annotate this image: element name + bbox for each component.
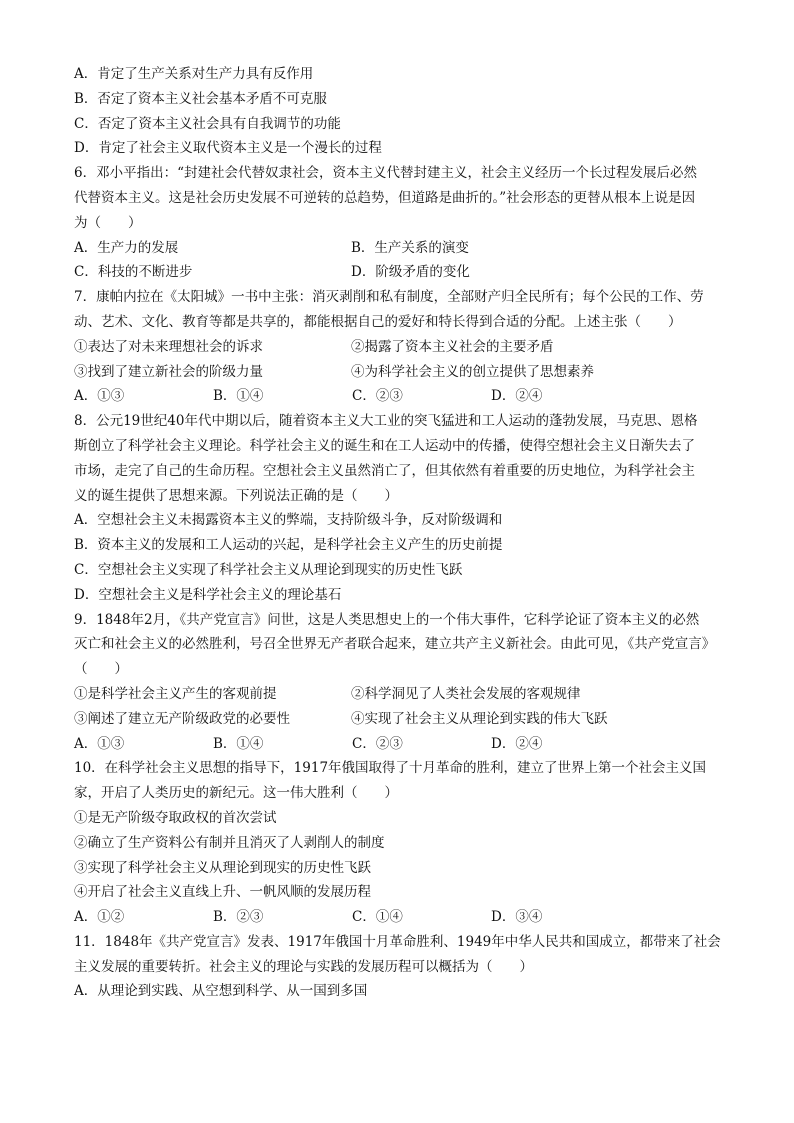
option-b: B．否定了资本主义社会基本矛盾不可克服 (74, 90, 327, 107)
statement-2: ②科学洞见了人类社会发展的客观规律 (351, 685, 581, 702)
statement-2: ②揭露了资本主义社会的主要矛盾 (351, 338, 554, 355)
question-text-line: 动、艺术、文化、教育等都是共享的，都能根据自己的爱好和特长得到合适的分配。上述主张（ ） (74, 313, 682, 330)
option-c: C．空想社会主义实现了科学社会主义从理论到现实的历史性飞跃 (74, 561, 463, 578)
question-text-line: 7．康帕内拉在《太阳城》一书中主张：消灭剥削和私有制度，全部财产归全民所有；每个公民的工作、劳 (74, 289, 704, 306)
option-b: B．①④ (213, 388, 264, 405)
question-text-line: 6．邓小平指出：“封建社会代替奴隶社会，资本主义代替封建主义，社会主义经历一个长过程发展后必然 (74, 165, 697, 182)
option-a: A．从理论到实践、从空想到科学、从一国到多国 (74, 983, 368, 1000)
option-row (74, 384, 734, 409)
question-text-line: 主义发展的重要转折。社会主义的理论与实践的发展历程可以概括为（ ） (74, 958, 533, 975)
question-text-line: 11．1848年《共产党宣言》发表、1917年俄国十月革命胜利、1949年中华人民共和国成立，都带来了社会 (74, 933, 721, 950)
statement-3: ③阐述了建立无产阶级政党的必要性 (74, 710, 290, 727)
question-10 (74, 756, 734, 930)
statement-2: ②确立了生产资料公有制并且消灭了人剥削人的制度 (74, 834, 385, 851)
option-b: B．②③ (213, 909, 264, 926)
option-row (74, 905, 734, 930)
statement-3: ③实现了科学社会主义从理论到现实的历史性飞跃 (74, 859, 371, 876)
statement-row (74, 707, 734, 732)
question-text-line: （ ） (74, 661, 128, 678)
option-c: C．②③ (352, 735, 403, 752)
statement-row (74, 335, 734, 360)
exam-page (74, 62, 734, 1004)
option-b: B．①④ (213, 735, 264, 752)
option-c: C．否定了资本主义社会具有自我调节的功能 (74, 115, 341, 132)
option-d: D．空想社会主义是科学社会主义的理论基石 (74, 586, 342, 603)
question-text-line: 家，开启了人类历史的新纪元。这一伟大胜利（ ） (74, 785, 398, 802)
option-d: D．③④ (491, 909, 543, 926)
question-text-line: 义的诞生提供了思想来源。下列说法正确的是（ ） (74, 487, 398, 504)
statement-1: ①是无产阶级夺取政权的首次尝试 (74, 809, 277, 826)
option-c: C．②③ (352, 388, 403, 405)
option-d: D．②④ (491, 388, 543, 405)
option-a: A．①③ (74, 388, 125, 405)
statement-1: ①表达了对未来理想社会的诉求 (74, 338, 263, 355)
option-c: C．科技的不断进步 (74, 264, 193, 281)
option-a: A．①③ (74, 735, 125, 752)
statement-4: ④为科学社会主义的创立提供了思想素养 (351, 363, 594, 380)
question-text-line: 代替资本主义。这是社会历史发展不可逆转的总趋势，但道路是曲折的。”社会形态的更替从根本上说是因 (74, 189, 696, 206)
question-8 (74, 409, 734, 607)
option-a: A．生产力的发展 (74, 239, 179, 256)
statement-row (74, 682, 734, 707)
statement-row (74, 360, 734, 385)
statement-4: ④开启了社会主义直线上升、一帆风顺的发展历程 (74, 884, 371, 901)
option-d: D．肯定了社会主义取代资本主义是一个漫长的过程 (74, 140, 382, 157)
option-row (74, 236, 734, 261)
question-text-line: 9．1848年2月，《共产党宣言》问世，这是人类思想史上的一个伟大事件，它科学论证了资本主义的必然 (74, 611, 700, 628)
question-text-line: 为（ ） (74, 214, 142, 231)
option-b: B．资本主义的发展和工人运动的兴起，是科学社会主义产生的历史前提 (74, 537, 503, 554)
question-text-line: 灭亡和社会主义的必然胜利，号召全世界无产者联合起来，建立共产主义新社会。由此可见，《共产党宣言》 (74, 636, 716, 653)
question-text-line: 斯创立了科学社会主义理论。科学社会主义的诞生和在工人运动中的传播，使得空想社会主义日渐失去了 (74, 437, 695, 454)
previous-question-options (74, 62, 734, 161)
option-row (74, 260, 734, 285)
option-b: B．生产关系的演变 (351, 239, 469, 256)
statement-4: ④实现了社会主义从理论到实践的伟大飞跃 (351, 710, 608, 727)
option-c: C．①④ (352, 909, 403, 926)
option-d: D．阶级矛盾的变化 (351, 264, 470, 281)
option-a: A．空想社会主义未揭露资本主义的弊端，支持阶级斗争，反对阶级调和 (74, 512, 503, 529)
option-row (74, 732, 734, 757)
question-7 (74, 285, 734, 409)
option-d: D．②④ (491, 735, 543, 752)
statement-3: ③找到了建立新社会的阶级力量 (74, 363, 263, 380)
question-text-line: 市场，走完了自己的生命历程。空想社会主义虽然消亡了，但其依然有着重要的历史地位，为科学社会主 (74, 462, 695, 479)
question-11 (74, 930, 734, 1004)
option-a: A．①② (74, 909, 125, 926)
statement-1: ①是科学社会主义产生的客观前提 (74, 685, 277, 702)
question-text-line: 10．在科学社会主义思想的指导下，1917年俄国取得了十月革命的胜利，建立了世界上第一个社会主义国 (74, 760, 707, 777)
question-6 (74, 161, 734, 285)
option-a: A．肯定了生产关系对生产力具有反作用 (74, 66, 314, 82)
question-text-line: 8．公元19世纪40年代中期以后，随着资本主义大工业的突飞猛进和工人运动的蓬勃发展，马克思、恩格 (74, 413, 698, 430)
question-9 (74, 608, 734, 757)
